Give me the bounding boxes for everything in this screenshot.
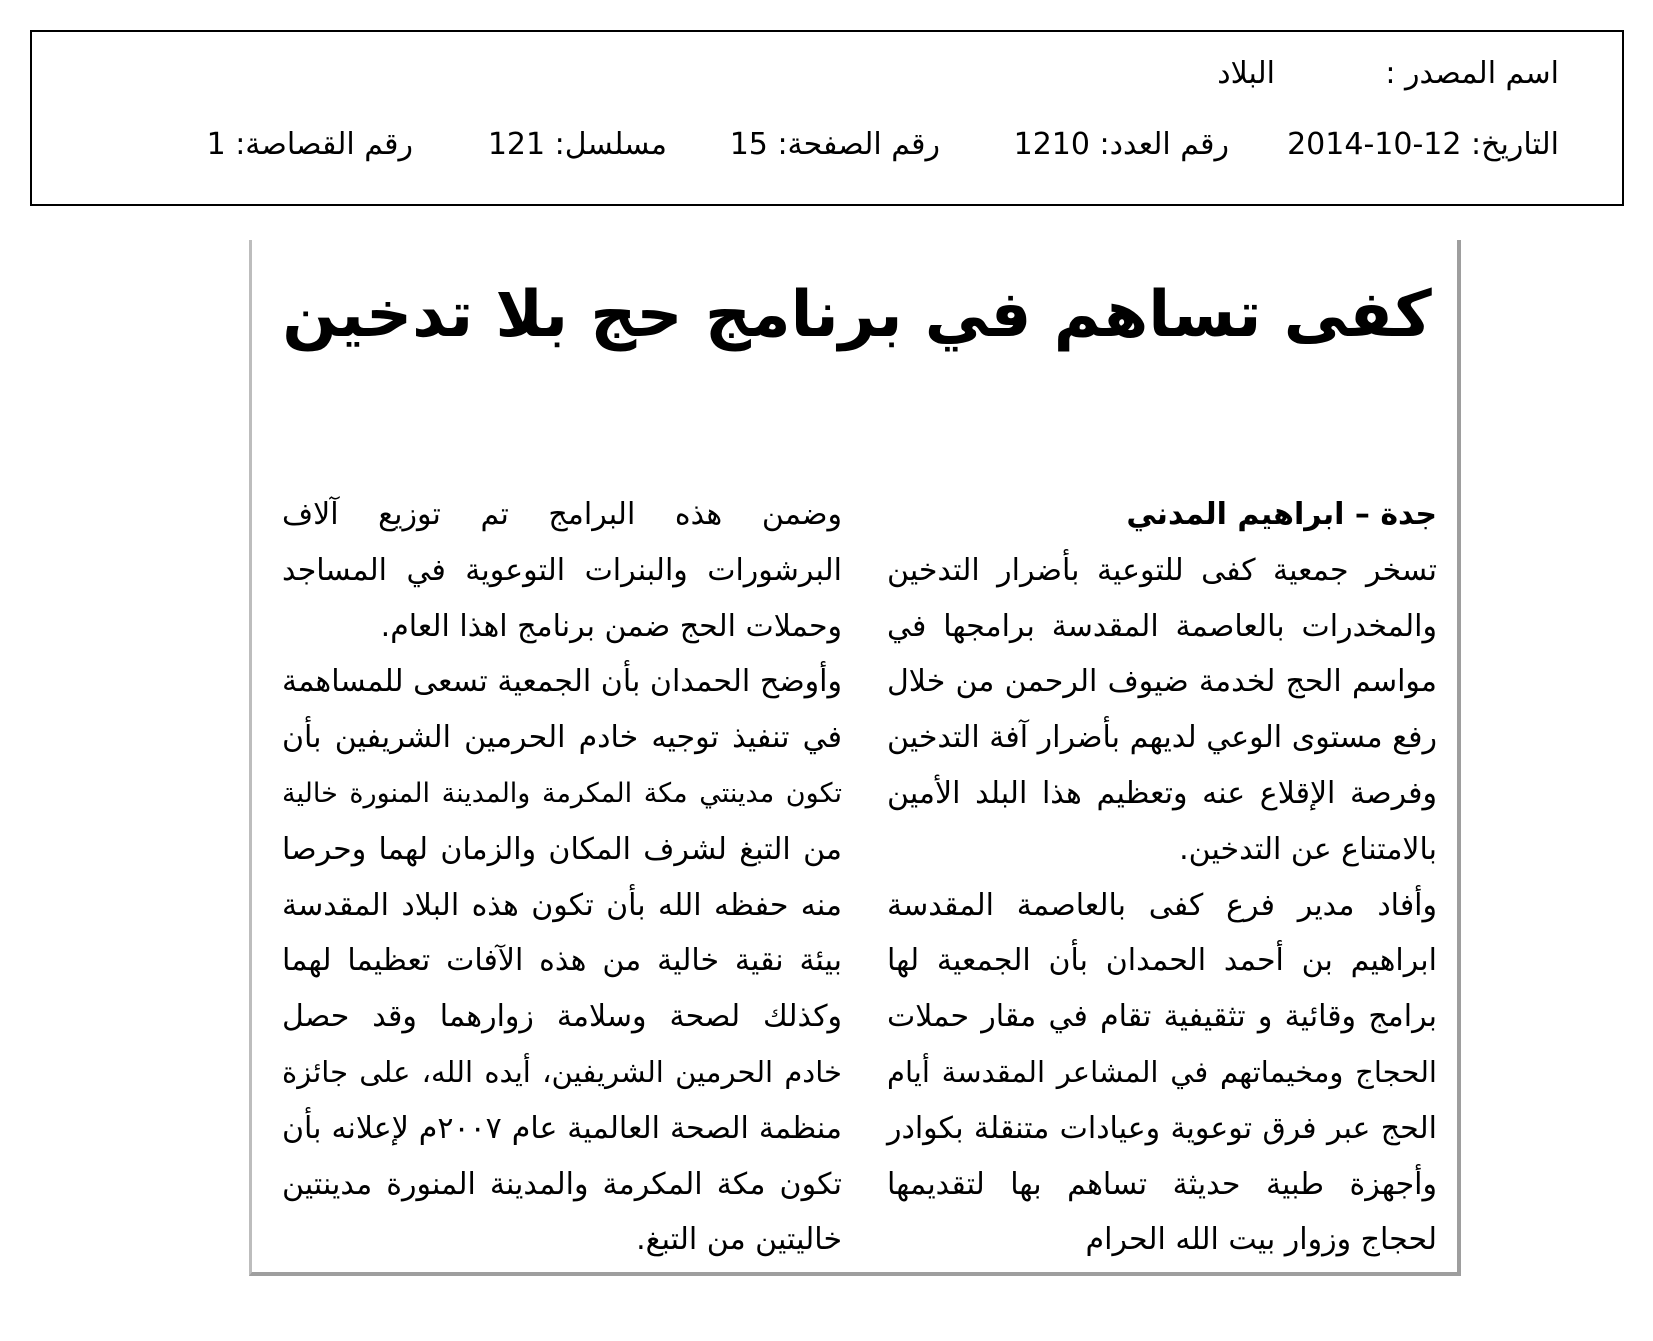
clipping-header xyxy=(30,30,1624,206)
text-line: الحجاج ومخيماتهم في المشاعر المقدسة أيام xyxy=(887,1054,1437,1089)
article-column-right xyxy=(887,487,1437,1268)
text-line: تكون مدينتي مكة المكرمة والمدينة المنورة خالية xyxy=(282,777,842,809)
text-line: ابراهيم بن أحمد الحمدان بأن الجمعية لها xyxy=(887,943,1437,979)
article-byline: جدة – ابراهيم المدني xyxy=(1126,497,1437,532)
page-field: رقم الصفحة: 15 xyxy=(729,127,940,162)
issue-field: رقم العدد: 1210 xyxy=(1013,127,1229,162)
clip-number-field: رقم القصاصة: 1 xyxy=(206,127,413,162)
article-column-left xyxy=(282,487,842,1268)
text-line: الحج عبر فرق توعوية وعيادات متنقلة بكوادر xyxy=(887,1110,1437,1146)
text-line: وحملات الحج ضمن برنامج اهذا العام. xyxy=(380,608,842,644)
text-line: خادم الحرمين الشريفين، أيده الله، على جائزة xyxy=(282,1054,842,1089)
text-line: لحجاج وزوار بيت الله الحرام xyxy=(1085,1222,1437,1258)
text-line: وفرصة الإقلاع عنه وتعظيم هذا البلد الأمين xyxy=(887,775,1437,811)
text-line: تكون مكة المكرمة والمدينة المنورة مدينتين xyxy=(282,1166,842,1202)
text-line: وضمن هذه البرامج تم توزيع آلاف xyxy=(282,497,842,532)
text-line: البرشورات والبنرات التوعوية في المساجد xyxy=(282,552,842,588)
text-line: منه حفظه الله بأن تكون هذه البلاد المقدسة xyxy=(282,887,842,923)
text-line: تسخر جمعية كفى للتوعية بأضرار التدخين xyxy=(887,552,1437,588)
serial-field: مسلسل: 121 xyxy=(487,127,667,162)
article-headline: كفى تساهم في برنامج حج بلا تدخين xyxy=(282,278,1432,352)
date-field: التاريخ: 12-10-2014 xyxy=(1287,127,1559,162)
text-line: منظمة الصحة العالمية عام ٢٠٠٧م لإعلانه بأن xyxy=(282,1110,843,1146)
article-clipping xyxy=(249,240,1461,1276)
text-line: في تنفيذ توجيه خادم الحرمين الشريفين بأن xyxy=(282,720,842,756)
text-line: برامج وقائية و تثقيفية تقام في مقار حملات xyxy=(887,999,1437,1035)
text-line: والمخدرات بالعاصمة المقدسة برامجها في xyxy=(887,608,1437,644)
text-line: وأفاد مدير فرع كفى بالعاصمة المقدسة xyxy=(887,887,1437,923)
text-line: من التبغ لشرف المكان والزمان لهما وحرصا xyxy=(282,831,842,867)
text-line: وأجهزة طبية حديثة تساهم بها لتقديمها xyxy=(887,1166,1437,1202)
text-line: مواسم الحج لخدمة ضيوف الرحمن من خلال xyxy=(887,664,1437,700)
text-line: رفع مستوى الوعي لديهم بأضرار آفة التدخين xyxy=(887,720,1437,756)
source-value: البلاد xyxy=(1217,56,1275,91)
text-line: وأوضح الحمدان بأن الجمعية تسعى للمساهمة xyxy=(282,664,842,700)
text-line: بالامتناع عن التدخين. xyxy=(1179,831,1437,867)
text-line: خاليتين من التبغ. xyxy=(636,1222,842,1258)
text-line: وكذلك لصحة وسلامة زوارهما وقد حصل xyxy=(282,999,842,1035)
text-line: بيئة نقية خالية من هذه الآفات تعظيما لهما xyxy=(282,943,842,979)
source-label: اسم المصدر : xyxy=(1385,56,1559,91)
